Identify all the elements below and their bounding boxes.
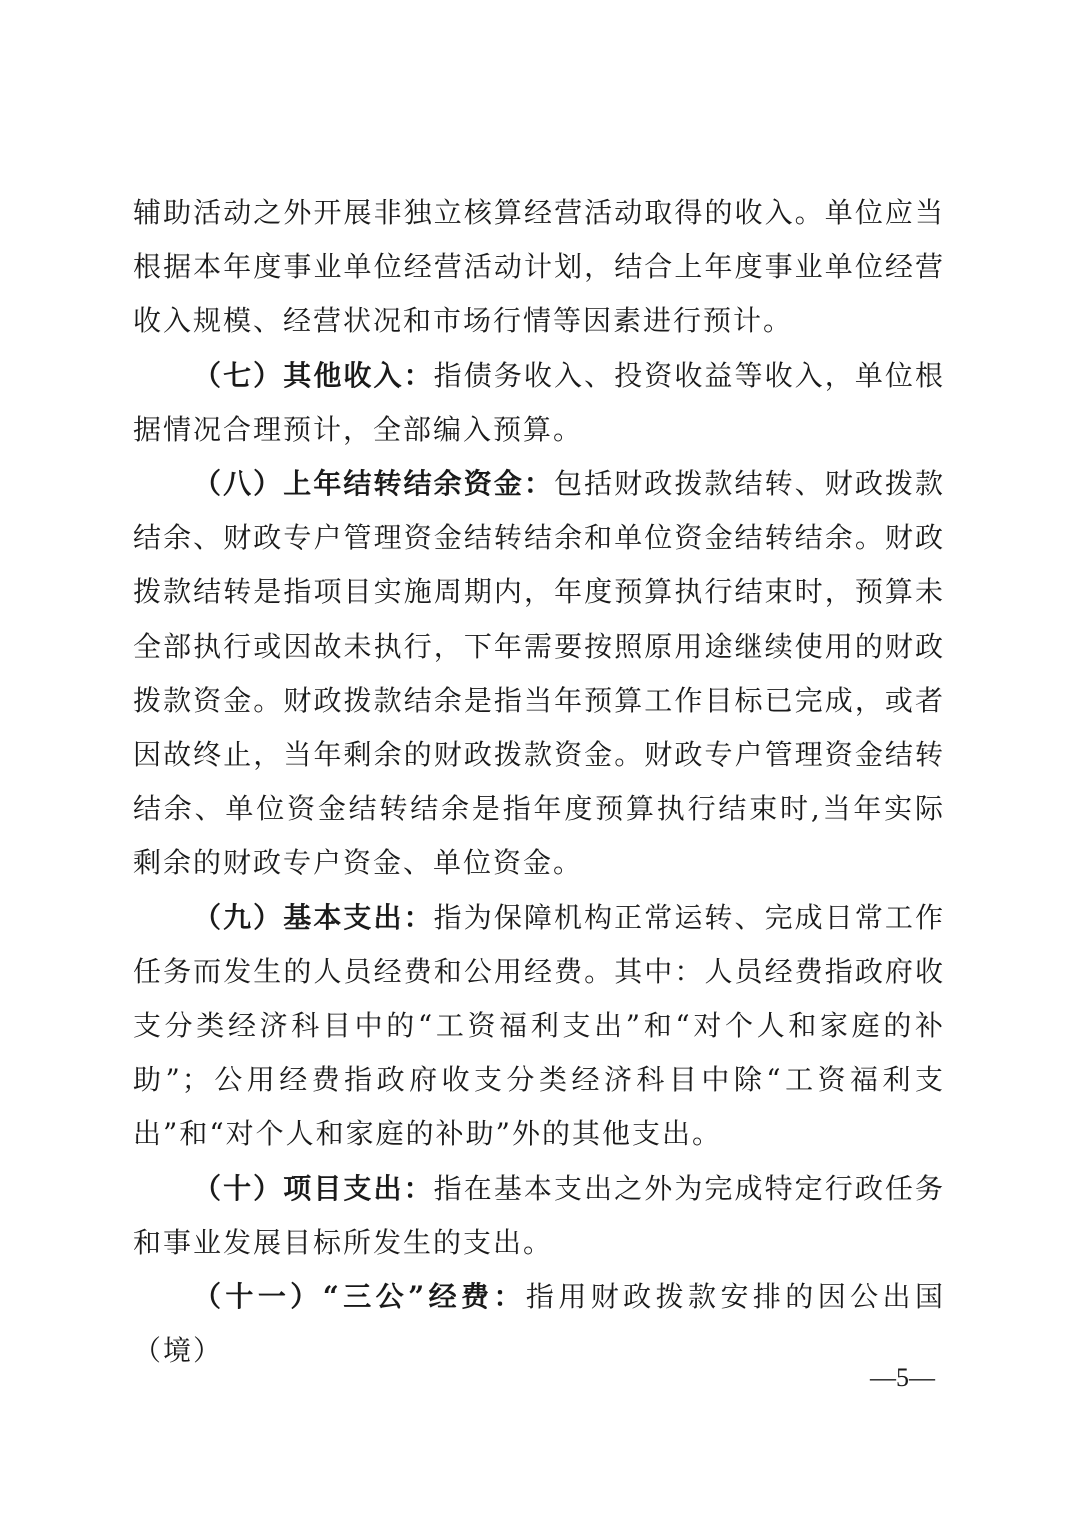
paragraph-text: 包括财政拨款结转、财政拨款结余、财政专户管理资金结转结余和单位资金结转结余。财政拨款结转是指项目实施周期内，年度预算执行结束时，预算未全部执行或因故未执行，下年需要按照原用途继续使用的财政拨款资金。财政拨款结余是指当年预算工作目标已完成，或者因故终止，当年剩余的财政拨款资金。财政专户管理资金结转结余、单位资金结转结余是指年度预算执行结束时,当年实际剩余的财政专户资金、单位资金。 bbox=[133, 467, 945, 880]
page-number: —5— bbox=[870, 1363, 935, 1392]
paragraph-three-public-expenses bbox=[133, 1270, 945, 1378]
paragraph-text: 指在基本支出之外为完成特定行政任务和事业发展目标所发生的支出。 bbox=[133, 1171, 945, 1259]
paragraph-heading: （九）基本支出： bbox=[193, 900, 434, 934]
paragraph-basic-expenditure bbox=[133, 891, 945, 1162]
paragraph-heading: （十一）“三公”经费： bbox=[193, 1280, 526, 1314]
paragraph-text: 指用财政拨款安排的因公出国（境） bbox=[133, 1280, 945, 1368]
paragraph-carryover-funds bbox=[133, 457, 945, 891]
paragraph-other-income bbox=[133, 349, 945, 457]
paragraph-heading: （八）上年结转结余资金： bbox=[193, 467, 554, 501]
paragraph-heading: （七）其他收入： bbox=[193, 358, 434, 392]
paragraph-text: 指为保障机构正常运转、完成日常工作任务而发生的人员经费和公用经费。其中：人员经费指政府收支分类经济科目中的“工资福利支出”和“对个人和家庭的补助”；公用经费指政府收支分类经济科目中除“工资福利支出”和“对个人和家庭的补助”外的其他支出。 bbox=[133, 900, 945, 1151]
paragraph-text: 辅助活动之外开展非独立核算经营活动取得的收入。单位应当根据本年度事业单位经营活动计划，结合上年度事业单位经营收入规模、经营状况和市场行情等因素进行预计。 bbox=[133, 196, 945, 338]
paragraph-continuation bbox=[133, 186, 945, 349]
paragraph-text: 指债务收入、投资收益等收入，单位根据情况合理预计，全部编入预算。 bbox=[133, 358, 945, 446]
document-body bbox=[133, 186, 945, 1378]
paragraph-heading: （十）项目支出： bbox=[193, 1171, 434, 1205]
paragraph-project-expenditure bbox=[133, 1162, 945, 1270]
